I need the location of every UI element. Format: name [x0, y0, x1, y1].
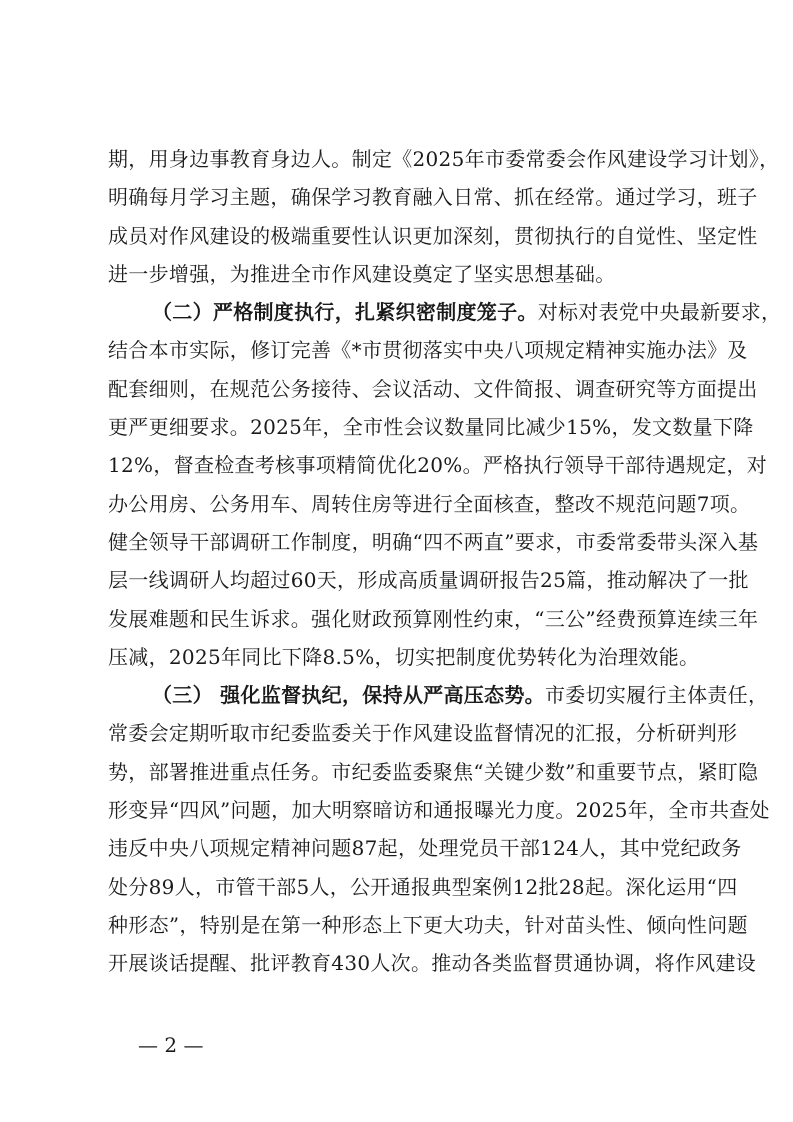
text-line: 更严更细要求。2025年，全市性会议数量同比减少15%，发文数量下降	[108, 415, 754, 440]
text-line: 配套细则，在规范公务接待、会议活动、文件简报、调查研究等方面提出	[108, 376, 758, 401]
page-number: — 2 —	[138, 1033, 204, 1057]
text-line: 形变异“四风”问题，加大明察暗访和通报曝光力度。2025年，全市共查处	[108, 798, 770, 823]
text-line: 明确每月学习主题，确保学习教育融入日常、抓在经常。通过学习，班子	[108, 185, 758, 210]
text-line: 违反中央八项规定精神问题87起，处理党员干部124人，其中党纪政务	[108, 836, 742, 861]
paragraph-1	[108, 140, 780, 293]
text-line: 常委会定期听取市纪委监委关于作风建设监督情况的汇报，分析研判形	[108, 721, 738, 746]
text-line: 压减，2025年同比下降8.5%，切实把制度优势转化为治理效能。	[108, 644, 700, 669]
text-line: 健全领导干部调研工作制度，明确“四不两直”要求，市委常委带头深入基	[108, 529, 759, 554]
text-line: 势，部署推进重点任务。市纪委监委聚焦“关键少数”和重要节点，紧盯隐	[108, 759, 759, 784]
text-line: 种形态”，特别是在第一种形态上下更大功夫，针对苗头性、倾向性问题	[108, 912, 748, 937]
section-heading: （三） 强化监督执纪，保持从严高压态势。	[152, 683, 545, 708]
text-line: 发展难题和民生诉求。强化财政预算刚性约束，“三公”经费预算连续三年	[108, 606, 759, 631]
text-line: 成员对作风建设的极端重要性认识更加深刻，贯彻执行的自觉性、坚定性	[108, 223, 758, 248]
text-line: 开展谈话提醒、批评教育430人次。推动各类监督贯通协调，将作风建设	[108, 951, 757, 976]
section-heading: （二）严格制度执行，扎紧织密制度笼子。	[152, 300, 538, 325]
text-line	[108, 293, 782, 331]
paragraph-2	[108, 293, 782, 676]
text-line	[108, 676, 769, 714]
text-line: 12%，督查检查考核事项精简优化20%。严格执行领导干部待遇规定，对	[108, 453, 768, 478]
text-line: 处分89人，市管干部5人，公开通报典型案例12批28起。深化运用“四	[108, 874, 738, 899]
document-body	[108, 140, 782, 983]
text-line: 办公用房、公务用车、周转住房等进行全面核查，整改不规范问题7项。	[108, 491, 751, 516]
text-segment: 对标对表党中央最新要求，	[537, 300, 782, 325]
text-line: 结合本市实际，修订完善《*市贯彻落实中央八项规定精神实施办法》及	[108, 338, 748, 363]
text-segment: 市委切实履行主体责任，	[544, 683, 769, 708]
text-line: 进一步增强，为推进全市作风建设奠定了坚实思想基础。	[108, 261, 616, 286]
paragraph-3	[108, 676, 770, 982]
text-line: 期，用身边事教育身边人。制定《2025年市委常委会作风建设学习计划》，	[108, 147, 780, 171]
text-line: 层一线调研人均超过60天，形成高质量调研报告25篇，推动解决了一批	[108, 568, 749, 593]
